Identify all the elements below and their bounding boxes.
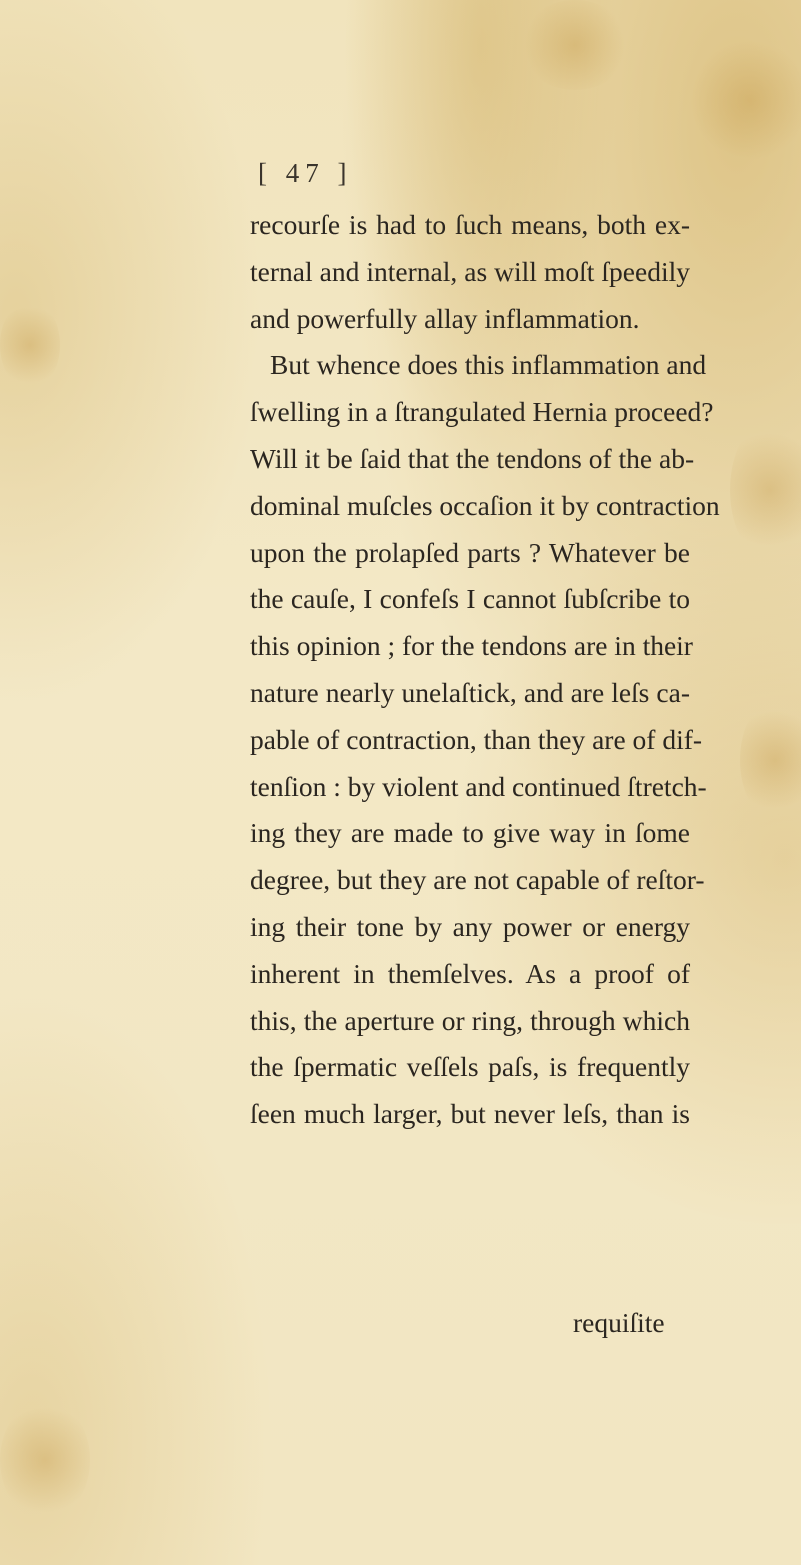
text-line: ing their tone by any power or energy — [250, 910, 690, 942]
text-line: ſwelling in a ſtrangulated Hernia proceed? — [250, 396, 714, 428]
text-line: dominal muſcles occaſion it by contraction — [250, 489, 720, 521]
text-line: this opinion ; for the tendons are in their — [250, 630, 693, 662]
text-line: upon the prolapſed parts ? Whatever be — [250, 536, 690, 568]
text-line: and powerfully allay inflammation. — [250, 302, 640, 334]
text-line: inherent in themſelves. As a proof of — [250, 957, 690, 989]
text-line: the ſpermatic veſſels paſs, is frequently — [250, 1051, 690, 1083]
foxing-stain — [520, 0, 630, 90]
page-number: [ 47 ] — [258, 158, 353, 188]
text-line: degree, but they are not capable of reſtor- — [250, 864, 705, 896]
text-line: Will it be ſaid that the tendons of the ab- — [250, 442, 695, 474]
text-line: pable of contraction, than they are of dif- — [250, 723, 703, 755]
text-line: ſeen much larger, but never leſs, than is — [250, 1098, 690, 1130]
foxing-stain — [730, 420, 801, 560]
text-line: ing they are made to give way in ſome — [250, 817, 690, 849]
text-line: nature nearly unelaſtick, and are leſs ca- — [250, 676, 690, 708]
text-line: recourſe is had to ſuch means, both ex- — [250, 209, 690, 240]
foxing-stain — [690, 40, 801, 160]
text-line: this, the aperture or ring, through which — [250, 1004, 690, 1036]
body-text — [250, 202, 720, 1138]
foxing-stain — [740, 700, 801, 820]
text-line: ternal and internal, as will moſt ſpeedily — [250, 255, 690, 287]
text-line: tenſion : by violent and continued ſtretch- — [250, 770, 707, 802]
foxing-stain — [0, 1400, 90, 1520]
foxing-stain — [0, 300, 60, 390]
text-line: the cauſe, I confeſs I cannot ſubſcribe to — [250, 583, 690, 615]
catchword: requiſite — [573, 1307, 665, 1338]
text-line: But whence does this inflammation and — [270, 349, 707, 381]
